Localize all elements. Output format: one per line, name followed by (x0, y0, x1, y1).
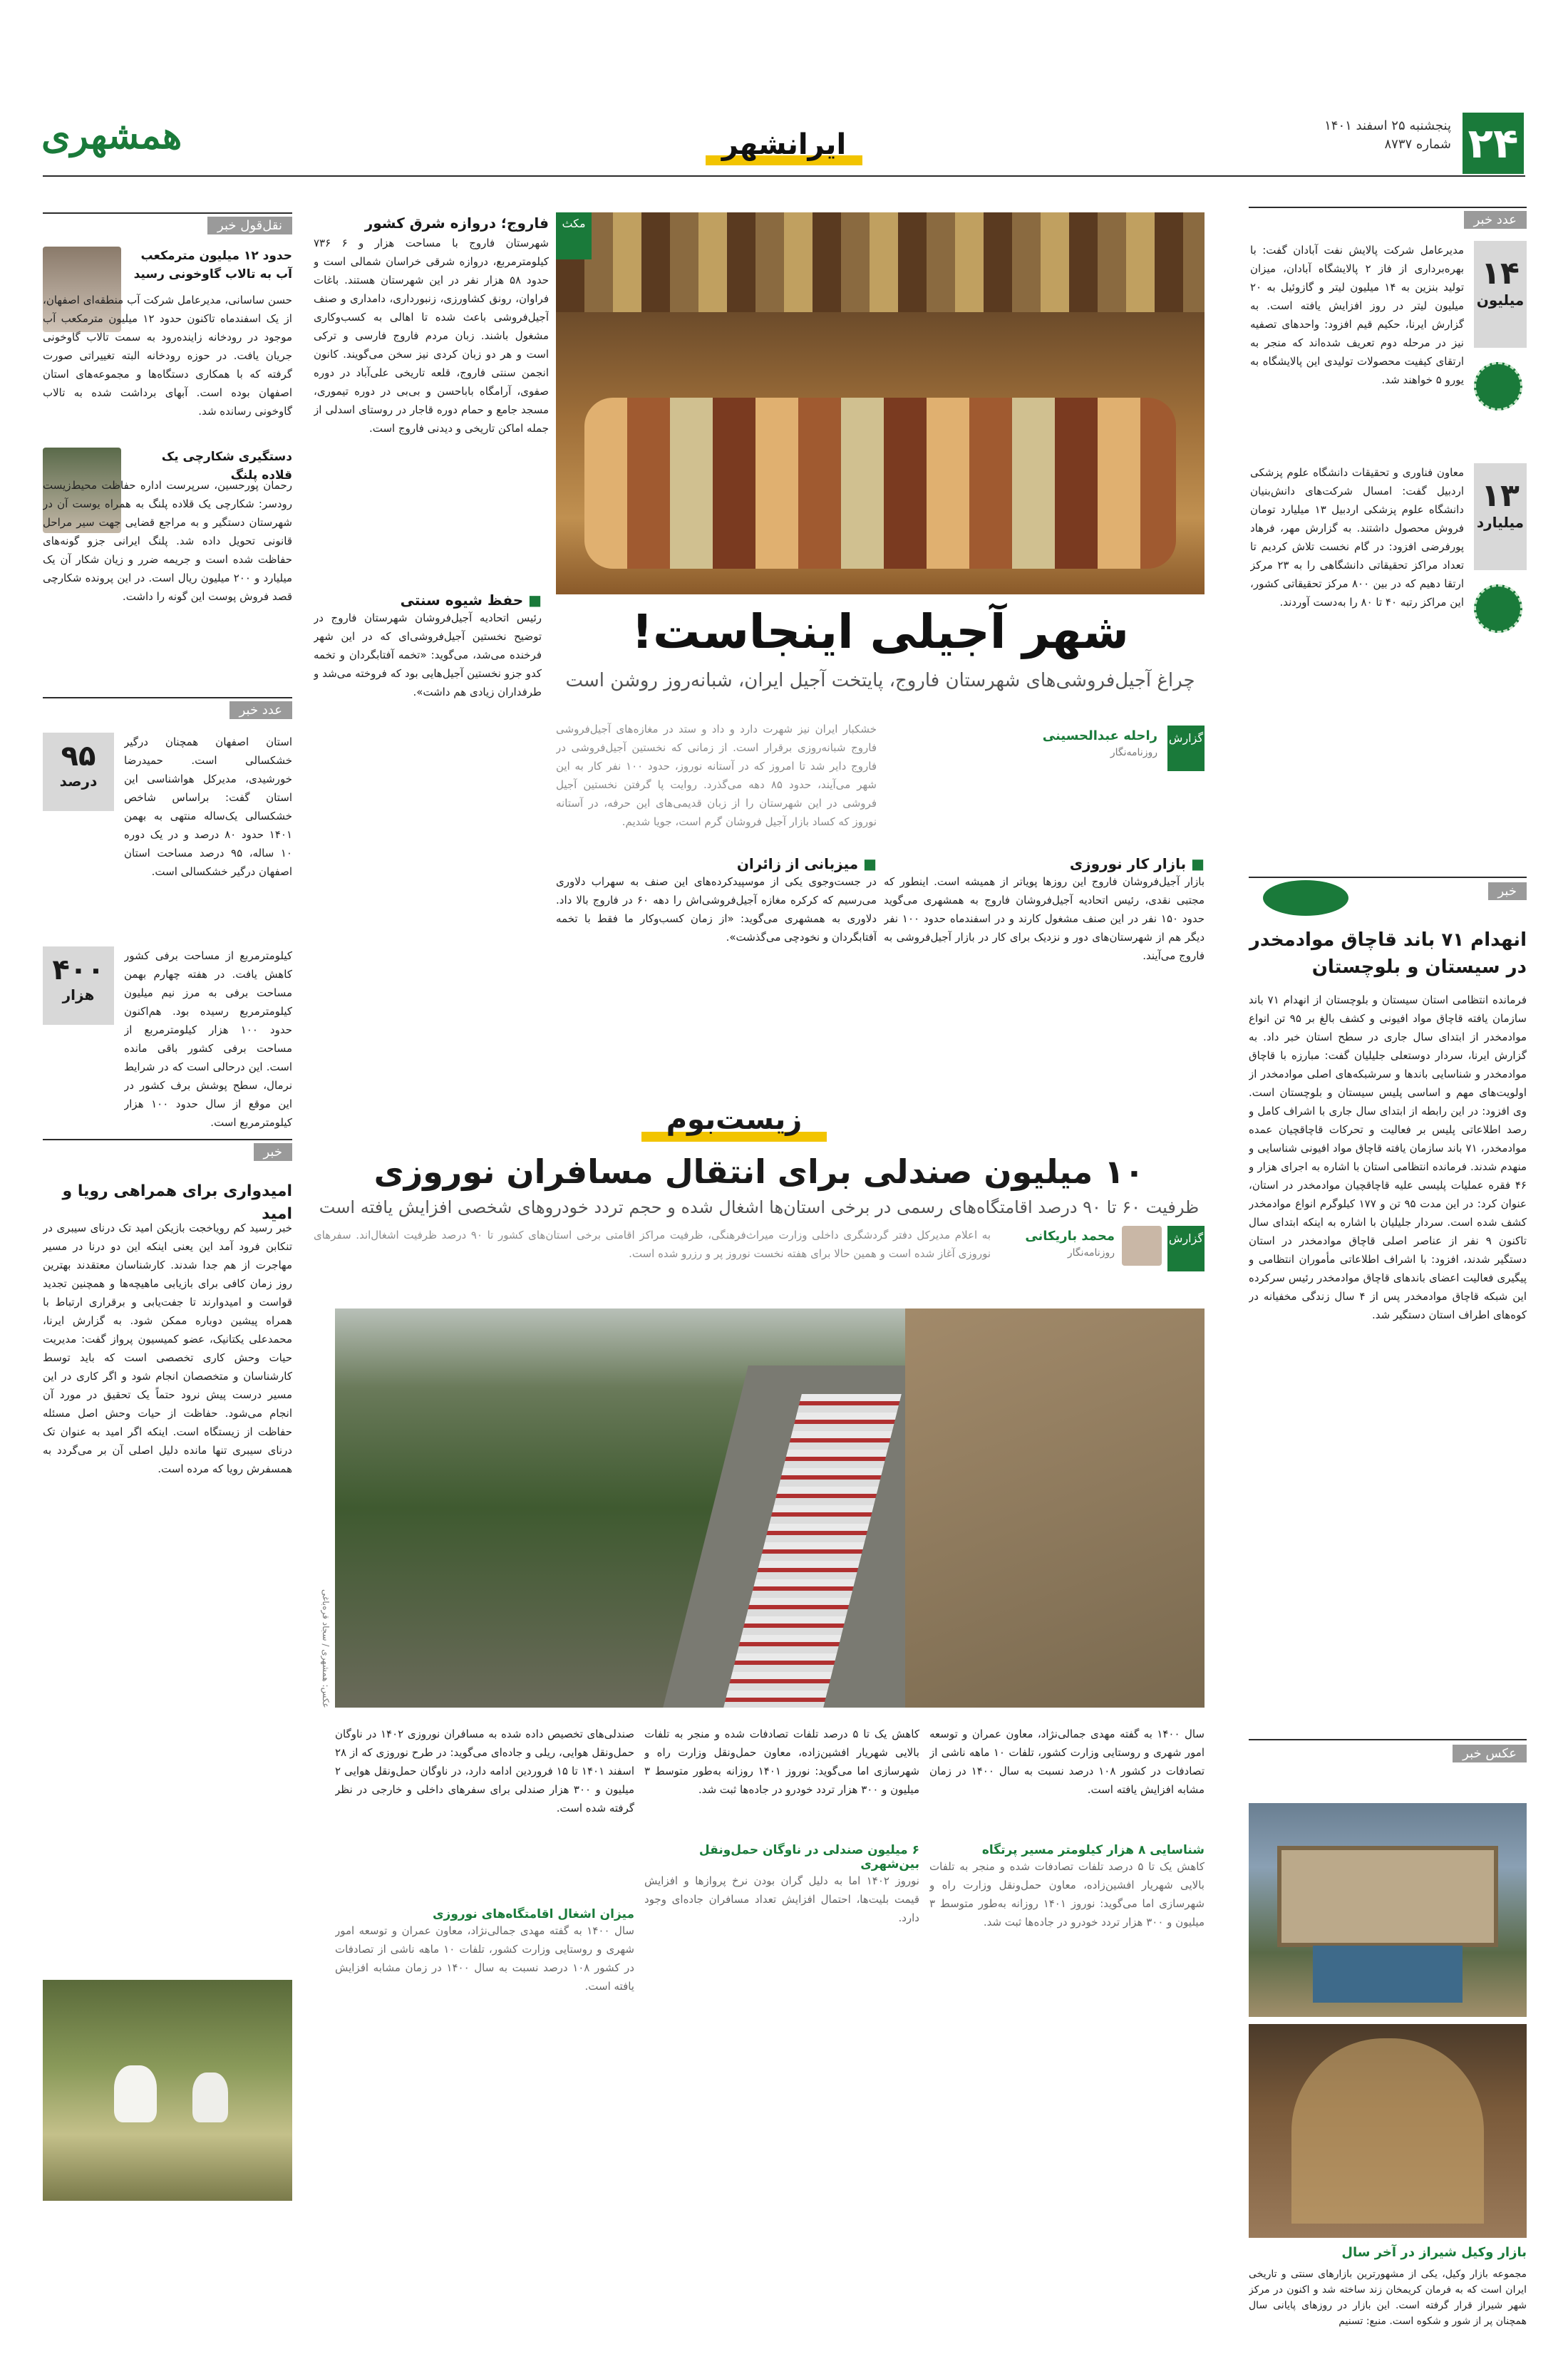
number-1-text: استان اصفهان همچنان درگیر خشکسالی است. حمیدرضا خورشیدی، مدیرکل هواشناسی این استان گفت: براساس شاخص خشکسالی یک‌ساله منتهی به بهمن ۱۴۰۱ حدود ۸۰ درصد و در یک دوره ۱۰ ساله، ۹۵ درصد مساحت استان اصفهان درگیر خشکسالی است. (124, 735, 292, 878)
number-tag: عدد خبر (229, 701, 292, 719)
news-body: فرمانده انتظامی استان سیستان و بلوچستان از انهدام ۷۱ باند سازمان یافته قاچاق مواد افیونی و کشف بالغ بر ۹۵ تن انواع موادمخدر از ابتدای سال جاری در سطح استان خبر داد. به گزارش ایرنا، سردار دوستعلی جلیلیان گفت: مبارزه با قاچاق موادمخدر و شناسایی باندها و سرشبکه‌های اصلی موادمخدر از اولویت‌های مهم و اساسی پلیس سیستان و بلوچستان است. وی افزود: در این رابطه از ابتدای سال جاری با اشراف کامل و رصد اطلاعاتی پلیس بر فعالیت و تحرکات قاچاقچیان عمده موادمخدر، ۷۱ باند سازمان یافته قاچاق مواد افیونی شناسایی و منهدم شدند. فرمانده انتظامی استان با اشاره به اجرای هزار و ۴۶ فقره عملیات پلیسی علیه قاچاقچیان موادمخدر در استان، عنوان کرد: در این مدت ۹۵ تن و ۱۷۷ کیلوگرم انواع موادمخدر کشف شده است. سردار جلیلیان با اشاره به اینکه ابتدای سال تاکنون ۹ نفر از عناصر اصلی قاچاق موادمخدر در استان دستگیر شدند، افزود: با اشراف اطلاعاتی مأموران انتظامی و پیگیری فعالیت اعضای باندهای قاچاق موادمخدر رئیس سرکرده این شبکه قاچاق موادمخدر پس از ۴ سال زندگی مخفیانه در کوه‌های اطراف استان دستگیر شد. (1249, 993, 1527, 1321)
zistboom-author-box (998, 1226, 1205, 1266)
zistboom-intro: به اعلام مدیرکل دفتر گردشگری داخلی وزارت میراث‌فرهنگی، ظرفیت مراکز اقامتی برخی استان‌های کشور تا ۹۰ درصد ظرفیت اشغال‌اند. سفرهای نوروزی آغاز شده است و همین حالا برای هفته نخست نوروز پر و رزرو شده است. (314, 1229, 991, 1260)
page-number: ۲۴ (1463, 113, 1524, 174)
feature-headline: شهر آجیلی اینجاست! (631, 604, 1129, 659)
feature-tag: گزارش (1167, 726, 1205, 771)
quote-2-body: رحمان پورحسین، سرپرست اداره حفاظت محیط‌زیست رودسر: شکارچی یک قلاده پلنگ به همراه یوست آن در شهرستان دستگیر و به مراجع قضایی جهت سیر مراحل قانونی تحویل داده شد. پلنگ ایرانی جزو گونه‌های حفاظت شده است و جریمه ضرر و زیان شکار آن یک میلیارد و ۲۰۰ میلیون ریال است. در این پرونده شکارچی قصد فروش پوست این گونه را داشت. (43, 479, 292, 603)
badge-seal-icon (1263, 880, 1348, 916)
feature-author-role: روزنامه‌نگار (1110, 747, 1157, 758)
sidebar-title: فاروج؛ دروازه شرق کشور (364, 215, 549, 232)
number-2-text: کیلومترمربع از مساحت برفی کشور کاهش یافت. در هفته چهارم بهمن مساحت برفی به مرز نیم میلیون کیلومترمربع رسیده بود. هم‌اکنون حدود ۱۰۰ هزار کیلومترمربع از مساحت برفی کشور باقی مانده است. این درحالی است که در شرایط نرمال، سطح پوشش برف کشور در این موقع از سال حدود ۱۰۰ هزار کیلومترمربع است. (124, 949, 292, 1129)
zistboom-subhead: ظرفیت ۶۰ تا ۹۰ درصد اقامتگاه‌های رسمی در برخی استان‌ها اشغال شده و حجم تردد خودروهای شخصی افزایش یافته است (319, 1197, 1200, 1217)
feature-sub1: ■ بازار کار نوروزی بازار آجیل‌فروشان فاروج این روزها پویاتر از همیشه است. اینطور که مجتبی نقدی، رئیس اتحادیه آجیل‌فروشان فاروج به همشهری می‌گوید حدود ۱۵۰ نفر در این صنف مشغول کارند و در اسفندماه حدود ۱۰۰ نفر دیگر هم از شهرستان‌های دور و نزدیک برای کار در بازار آجیل‌فروشی به فاروج می‌آیند. (884, 855, 1205, 962)
zistboom-col-3: صندلی‌های تخصیص داده شده به مسافران نوروزی ۱۴۰۲ در ناوگان حمل‌ونقل هوایی، ریلی و جاده‌ای می‌گوید: در طرح نوروزی که از ۲۸ اسفند ۱۴۰۱ تا ۱۵ فروردین ادامه دارد، در ناوگان حمل‌ونقل هوایی ۲ میلیون و ۳۰۰ هزار صندلی برای سفرهای داخلی و خارجی در نظر گرفته شده است. میزان اشغال اقامتگاه‌های نوروزی سال ۱۴۰۰ به گفته مهدی جمالی‌نژاد، معاون عمران و توسعه امور شهری و روستایی وزارت کشور، تلفات ۱۰ ماهه ناشی از تصادفات در کشور ۱۰۸ درصد نسبت به سال ۱۴۰۰ در زمان مشابه افزایش یافته است. (335, 1728, 634, 1993)
feature-author: راحله عبدالحسینی (1042, 728, 1157, 743)
bazaar-photo-bottom (1249, 2024, 1527, 2238)
zistboom-col-1: سال ۱۴۰۰ به گفته مهدی جمالی‌نژاد، معاون عمران و توسعه امور شهری و روستایی وزارت کشور، تلفات ۱۰ ماهه ناشی از تصادفات در کشور ۱۰۸ درصد نسبت به سال ۱۴۰۰ در زمان مشابه افزایش یافته است. شناسایی ۸ هزار کیلومتر مسیر پرتگاه کاهش یک تا ۵ درصد تلفات تصادفات شده و منجر به تلفات بالایی شهریار افشین‌زاده، معاون حمل‌ونقل وزارت راه و شهرسازی اما می‌گوید: نوروز ۱۴۰۱ روزانه به‌طور متوسط ۳ میلیون و ۳۰۰ هزار تردد خودرو در جاده‌ها ثبت شد. (929, 1728, 1205, 1929)
masthead-rule (43, 175, 1525, 177)
news-tag-right: خبر (254, 1143, 293, 1161)
zistboom-tag: گزارش (1167, 1226, 1205, 1271)
verified-seal-icon (1474, 362, 1522, 411)
feature-author-box (884, 726, 1205, 765)
feature-sub2: ■ میزبانی از زائران در جست‌وجوی یکی از موسپیدکرده‌های این صنف به سهراب دلاوری می‌رسیم که کرکره مغازه آجیل‌فروشی‌اش را دهه ۶۰ در فاروج بالا داد. دلاوری به همشهری می‌گوید: «از زمان کسب‌وکار ما فقط با تخمه آفتابگردان و نخودچی می‌گذشت». (556, 855, 877, 944)
feature-intro: خشکبار ایران نیز شهرت دارد و داد و ستد در مغازه‌های آجیل‌فروشی فاروج شبانه‌روزی برقرار است. از زمانی که نخستین آجیل‌فروشی در فاروج دایر شد تا امروز که در آستانه نوروز، حدود ۱۰۰ نفر کار به این شهر می‌آیند، حدود ۸۵ دهه می‌گذرد. روایت پا گرفتن نخستین آجیل فروشی در این شهرستان را از زبان قدیمی‌های این حرفه، در آستانه نوروز که کساد بازار آجیل فروشان گرم است، جویا شدیم. (556, 723, 877, 828)
zistboom-col-2: کاهش یک تا ۵ درصد تلفات تصادفات شده و منجر به تلفات بالایی شهریار افشین‌زاده، معاون حمل‌ونقل وزارت راه و شهرسازی اما می‌گوید: نوروز ۱۴۰۱ روزانه به‌طور متوسط ۳ میلیون و ۳۰۰ هزار تردد خودرو در جاده‌ها ثبت شد. ۶ میلیون صندلی در ناوگان حمل‌ونقل بین‌شهری نوروز ۱۴۰۲ اما به دلیل گران بودن نرخ پروازها و افزایش قیمت بلیت‌ها، احتمال افزایش تعداد مسافران جاده‌ای وجود دارد. (644, 1728, 919, 1924)
quote-1-title: حدود ۱۲ میلیون مترمکعب آب به تالاب گاوخونی رسید (133, 249, 292, 282)
bazaar-photo-top (1249, 1803, 1527, 2017)
verified-seal-icon (1474, 584, 1522, 633)
number-item: ۱۳ میلیارد معاون فناوری و تحقیقات دانشگاه علوم پزشکی اردبیل گفت: امسال شرکت‌های دانش‌بنیان دانشگاه علوم پزشکی اردبیل ۱۳ میلیارد تومان فروش محصول داشتند. به گزارش مهر، فرهاد پورفرضی افزود: در گام نخست تلاش کردیم تا تعداد مراکز تحقیقاتی دانشگاهی را به ۲۳ مرکز ارتقا دهیم که در بین ۸۰۰ مرکز تحقیقاتی کشور، این مراکز رتبه ۴۰ تا ۸۰ را به‌دست آوردند. (1249, 463, 1527, 670)
right-column: نقل‌قول خبر حدود ۱۲ میلیون مترمکعب آب به تالاب گاوخونی رسید حسن ساسانی، مدیرعامل شرکت آب منطقه‌ای اصفهان، از یک اسفندماه تاکنون حدود ۱۲ میلیون مترمکعب آب موجود در رودخانه زاینده‌رود به سمت تالاب گاوخونی جریان یافت. در حوزه رودخانه البته تغییراتی صورت گرفته که با همکاری دستگاه‌ها و مجموعه‌های استان اصفهان بوده است. آبهای برداشت شده به تالاب گاوخونی رسانده شد. دستگیری شکارچی یک قلاده پلنگ رحمان پورحسین، سرپرست اداره حفاظت محیط‌زیست رودسر: شکارچی یک قلاده پلنگ به همراه یوست آن در شهرستان دستگیر و به مراجع قضایی جهت سیر مراحل قانونی تحویل داده شد. پلنگ ایرانی جزو گونه‌های حفاظت شده است و جریمه ضرر و زیان شکار آن یک میلیارد و ۲۰۰ میلیون ریال است. در این پرونده شکارچی قصد فروش پوست این گونه را داشت. عدد خبر ۹۵ درصد استان اصفهان همچنان درگیر خشکسالی است. حمیدرضا خورشیدی، مدیرکل هواشناسی این استان گفت: براساس شاخص خشکسالی یک‌ساله منتهی به بهمن ۱۴۰۱ حدود ۸۰ درصد و در یک دوره ۱۰ ساله، ۹۵ درصد مساحت استان اصفهان درگیر خشکسالی است. ۴۰۰ هزار کیلومترمربع از مساحت برفی کشور کاهش یافت. در هفته چهارم بهمن مساحت برفی به مرز نیم میلیون کیلومترمربع رسیده بود. هم‌اکنون حدود ۱۰۰ هزار کیلومترمربع از مساحت برفی کشور باقی مانده است. این درحالی است که در شرایط نرمال، سطح پوشش برف کشور در این موقع از سال حدود ۱۰۰ هزار کیلومترمربع است. خبر امیدواری برای همراهی رویا و امید خبر رسید کم رویاخجت بازیکن امید تک درنای سیبری در تنکابن فرود آمد این یعنی اینکه این دو درنا در مسیر مهاجرت از هم جدا شدند. کارشناسان معتقدند بهترین روز زمان کافی برای بازیابی ماهیچه‌ها و همچنین تجدید قواست و امیدوارند تا جفت‌یابی و برقراری ارتباط با همراه پیشین دوباره ممکن شود. به گزارش ایرنا، محمدعلی یکتانیک، عضو کمیسیون پرواز گفت: مدیریت حیات وحش کاری تخصصی است که باید توسط کارشناسان و متخصصان انجام شود و اگر کاری در این مسیر درست پیش نرود حتماً یک تحقیق در مورد آن انجام می‌شود. حفاظت از حیات وحش اصل مسئله حفاظت از زیستگاه است. اینکه اگر امید به عنوان تک درنای سیبری تنها مانده دلیل اصلی آن بر می‌گردد به همسفرش رویا که مرده است. (43, 212, 292, 2201)
number-item: ۱۴ میلیون مدیرعامل شرکت پالایش نفت آبادان گفت: با بهره‌برداری از فاز ۲ پالایشگاه آبادان، میزان تولید بنزین به ۱۴ میلیون لیتر و گازوئیل به ۲۰ میلیون لیتر در روز افزایش یافته است. به گزارش ایرنا، حکیم قیم افزود: واحدهای تصفیه نیز در مرحله دوم تعریف شده‌اند که منجر به ارتقای کیفیت محصولات تولیدی این پالایشگاه به یورو ۵ خواهند شد. (1249, 241, 1527, 455)
newspaper-logo: همشهری (41, 114, 182, 158)
quote-tag: نقل‌قول خبر (207, 217, 292, 234)
feature-subhead: چراغ آجیل‌فروشی‌های شهرستان فاروج، پایتخت آجیل ایران، شبانه‌روز روشن است (565, 670, 1195, 691)
sidebar-body: شهرستان فاروج با مساحت هزار و ۶ ۷۳۶ کیلومترمربع، دروازه شرقی خراسان شمالی است و حدود ۵۸ هزار نفر در این شهرستان هستند. باغات فراوان، رونق کشاورزی، زنبورداری، دامداری و صنف آجیل‌فروشی باعث شده تا اهالی به کسب‌وکاری مشغول باشند. زبان مردم فاروج فارسی و ترکی است و هر دو زبان کردی نیز سخن می‌گویند. کانون انجمن سنتی فاروج، قلعه تاریخی علی‌آباد در دوره صفوی، آرامگاه باباحسن و بی‌بی در دوره تیموری، مسجد جامع و حمام دوره قاجار در روستای اسدلی از جمله اماکن تاریخی و دیدنی فاروج است. (314, 237, 549, 435)
photo-caption-title: بازار وکیل شیراز در آخر سال (1341, 2245, 1527, 2260)
zistboom-author: محمد باریکانی (1025, 1229, 1115, 1244)
right-news-headline: امیدواری برای همراهی رویا و امید (62, 1182, 292, 1223)
issue-line: شماره ۸۷۳۷ (1384, 137, 1451, 152)
traffic-road-photo (335, 1308, 1205, 1708)
left-column (1249, 207, 1527, 2327)
feature-sub3: ■ حفظ شیوه سنتی رئیس اتحادیه آجیل‌فروشان شهرستان فاروج در توضیح نخستین آجیل‌فروشی‌ای که در این شهر فرخنده می‌شد، می‌گوید: «تخمه آفتابگردان و تخمه کدو جزو نخستین آجیل‌هایی بود که فروخته می‌شد و طرفداران زیادی هم داشت». (314, 592, 542, 698)
section-title: ایرانشهر (706, 128, 862, 168)
crane-photo (43, 1980, 292, 2201)
zistboom-headline: ۱۰ میلیون صندلی برای انتقال مسافران نوروزی (373, 1152, 1145, 1191)
author-avatar (1122, 1226, 1162, 1266)
photo-credit: عکس: همشهری / سجاد قره‌باغی (321, 1589, 331, 1708)
quote-2-title: دستگیری شکارچی یک قلاده پلنگ (161, 450, 292, 482)
sidebar-tag: مکث (556, 212, 592, 259)
feature-sidebar (314, 212, 586, 583)
news-tag: خبر (1488, 882, 1527, 900)
date-line: پنجشنبه ۲۵ اسفند ۱۴۰۱ (1324, 118, 1451, 133)
photo-caption: مجموعه بازار وکیل، یکی از مشهورترین بازارهای سنتی و تاریخی ایران است که به فرمان کریمخان زند ساخته شد و اکنون در مرکز شهر شیراز قرار گرفته است. این بازار در روزهای پایانی سال همچنان پر از شور و شکوه است. منبع: تسنیم (1249, 2268, 1527, 2327)
right-news-body: خبر رسید کم رویاخجت بازیکن امید تک درنای سیبری در تنکابن فرود آمد این یعنی اینکه این دو درنا در مسیر مهاجرت از هم جدا شدند. کارشناسان معتقدند بهترین روز زمان کافی برای بازیابی ماهیچه‌ها و همچنین تجدید قواست و امیدوارند تا جفت‌یابی و برقراری ارتباط با همراه پیشین دوباره ممکن شود. به گزارش ایرنا، محمدعلی یکتانیک، عضو کمیسیون پرواز گفت: مدیریت حیات وحش کاری تخصصی است که باید توسط کارشناسان و متخصصان انجام شود و اگر کاری در این مسیر درست پیش نرود حتماً یک تحقیق در مورد آن انجام می‌شود. حفاظت از حیات وحش اصل مسئله حفاظت از زیستگاه است. اینکه اگر امید به عنوان تک درنای سیبری تنها مانده دلیل اصلی آن بر می‌گردد به همسفرش رویا که مرده است. (43, 1222, 292, 1475)
number-news-tag: عدد خبر (1464, 211, 1527, 229)
nut-shop-photo (556, 212, 1205, 594)
zistboom-author-role: روزنامه‌نگار (1067, 1247, 1115, 1259)
news-headline: انهدام ۷۱ باند قاچاق موادمخدر در سیستان و بلوچستان (1249, 929, 1527, 978)
quote-1-body: حسن ساسانی، مدیرعامل شرکت آب منطقه‌ای اصفهان، از یک اسفندماه تاکنون حدود ۱۲ میلیون مترمکعب آب موجود در رودخانه زاینده‌رود به سمت تالاب گاوخونی جریان یافت. در حوزه رودخانه البته تغییراتی صورت گرفته که با همکاری دستگاه‌ها و مجموعه‌های استان اصفهان بوده است. آبهای برداشت شده به تالاب گاوخونی رسانده شد. (43, 294, 292, 418)
photo-news-tag: عکس خبر (1453, 1745, 1527, 1762)
zistboom-kicker: زیست‌بوم (641, 1103, 827, 1146)
